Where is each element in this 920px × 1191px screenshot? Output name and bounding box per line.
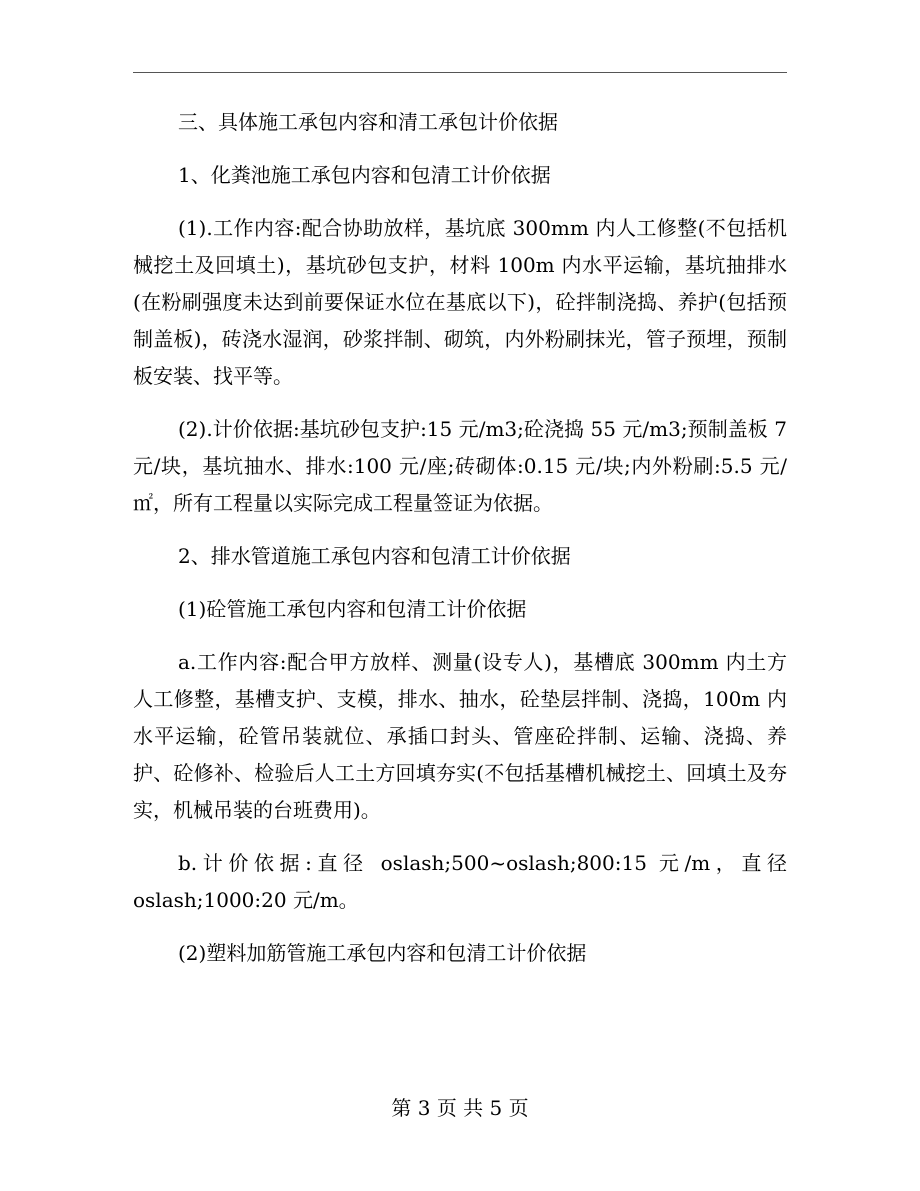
subsection-heading-drainage: 2、排水管道施工承包内容和包清工计价依据: [178, 544, 571, 568]
page-number-footer: 第 3 页 共 5 页: [391, 1096, 529, 1120]
document-body: [133, 104, 794, 972]
paragraph-work-content-1: (1).工作内容:配合协助放样，基坑底 300mm 内人工修整(不包括机械挖土及回填土)，基坑砂包支护，材料 100m 内水平运输，基坑抽排水(在粉刷强度未达到前要保证水位在基底以下)，砼拌制浇捣、养护(包括预制盖板)，砖浇水湿润，砂浆拌制、砌筑，内外粉刷抹光，管子预埋，预制板安装、找平等。: [133, 216, 787, 388]
item-heading-concrete-pipe: (1)砼管施工承包内容和包清工计价依据: [178, 597, 527, 621]
item-heading-plastic-pipe: (2)塑料加筋管施工承包内容和包清工计价依据: [178, 941, 587, 965]
section-heading: 三、具体施工承包内容和清工承包计价依据: [178, 110, 558, 134]
paragraph-pricing-basis-1: (2).计价依据:基坑砂包支护:15 元/m3;砼浇捣 55 元/m3;预制盖板 7 元/块，基坑抽水、排水:100 元/座;砖砌体:0.15 元/块;内外粉刷:5.5 元/㎡，所有工程量以实际完成工程量签证为依据。: [133, 417, 794, 515]
paragraph-pricing-basis-b: b.计价依据:直径 oslash;500~oslash;800:15 元/m，直径 oslash;1000:20 元/m。: [133, 851, 794, 912]
subsection-heading-septic-tank: 1、化粪池施工承包内容和包清工计价依据: [178, 163, 551, 187]
paragraph-work-content-a: a.工作内容:配合甲方放样、测量(设专人)，基槽底 300mm 内土方人工修整，基槽支护、支模，排水、抽水，砼垫层拌制、浇捣，100m 内水平运输，砼管吊装就位、承插口封头、管座砼拌制、运输、浇捣、养护、砼修补、检验后人工土方回填夯实(不包括基槽机械挖土、回填土及夯实，机械吊装的台班费用)。: [133, 650, 787, 822]
header-rule: [133, 72, 787, 73]
